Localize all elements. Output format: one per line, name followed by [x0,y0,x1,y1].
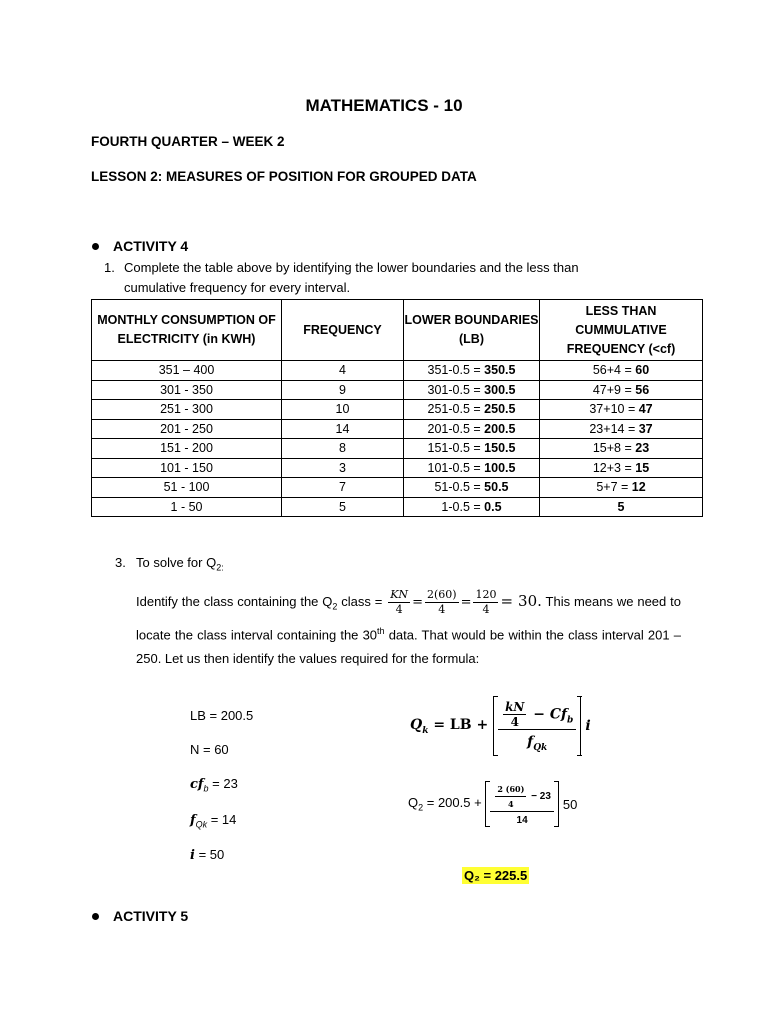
quartile-formula [410,696,591,756]
cf-expression: 5+7 = [596,480,632,495]
cf-expression: 12+3 = [592,460,636,475]
item-number: 3. [115,555,126,570]
i-value: = 50 [194,847,225,862]
lb-value: 300.5 [484,382,516,397]
cell-lower-boundary [404,419,540,439]
frac-num: KN [390,588,409,601]
cf-value: 5 [617,499,625,514]
formula-num-sub: b [567,714,574,725]
lb-expression: 1-0.5 = [441,499,485,514]
cell-interval: 351 – 400 [92,361,282,381]
subst-num-a: 2 (60) [495,782,526,797]
table-row [92,380,703,400]
lb-value: 50.5 [484,480,509,495]
formula-bracket [493,696,581,756]
table-header-row [92,300,703,361]
cf-expression: 56+4 = [592,363,636,378]
cell-lower-boundary [404,361,540,381]
cell-cumulative-frequency [540,400,703,420]
page-title: MATHEMATICS - 10 [305,96,463,115]
cell-frequency: 10 [282,400,404,420]
explanation-paragraph: Identify the class containing the $Q_2$ class = $\frac{KN}{4}$ = $\frac{2(60)}{4}$ = $\frac{120}{4}$ = 30. This means we need to locate the class interval containing the 30th data. That would be within the class interval 201 – 250. Let us then identify the values required for the formula: [136,588,681,666]
fraction-120-4 [473,588,498,617]
cell-interval: 1 - 50 [92,497,282,517]
cell-lower-boundary [404,400,540,420]
cell-interval: 201 - 250 [92,419,282,439]
cell-frequency: 4 [282,361,404,381]
cf-value: 37 [638,421,653,436]
fqk-sub: Qk [195,819,208,830]
header-consumption: MONTHLY CONSUMPTION OF ELECTRICITY (in KWH) [92,300,282,361]
table-row [92,497,703,517]
table-row [92,478,703,498]
cf-expression: 23+14 = [589,421,639,436]
lb-expression: 351-0.5 = [427,363,485,378]
frac-num: 2(60) [426,588,457,601]
activity-4-item-1 [104,258,624,298]
table-row [92,400,703,420]
fraction-2-60-4 [425,588,459,617]
subst-eq: = 200.5 + [423,795,486,811]
para-lead: Identify the class containing the Q [136,593,333,609]
cell-lower-boundary [404,478,540,498]
cell-frequency: 8 [282,439,404,459]
cf-expression: 37+10 = [589,402,639,417]
lb-value: 150.5 [484,441,516,456]
table-row [92,458,703,478]
fqk-value: = 14 [207,812,237,827]
lb-expression: 151-0.5 = [427,441,485,456]
q2-result-text: Q₂ = 225.5 [464,868,528,883]
cell-lower-boundary [404,439,540,459]
cell-cumulative-frequency [540,439,703,459]
para-sup: th [377,625,385,636]
var-n: N = 60 [190,742,229,757]
header-lower-boundaries: LOWER BOUNDARIES (LB) [404,300,540,361]
cf-value: 23 [635,441,650,456]
cell-cumulative-frequency [540,458,703,478]
cell-frequency: 3 [282,458,404,478]
activity-5-label: ACTIVITY 5 [113,908,189,924]
lb-value: 250.5 [484,402,516,417]
cf-value: 47 [638,402,653,417]
quarter-heading: FOURTH QUARTER – WEEK 2 [91,134,285,149]
cell-cumulative-frequency [540,478,703,498]
cell-cumulative-frequency [540,419,703,439]
substituted-formula [408,781,577,827]
bullet-icon [92,913,99,920]
cell-interval: 301 - 350 [92,380,282,400]
para-lead2: class = [337,593,387,609]
cell-lower-boundary [404,497,540,517]
item-3-text: To solve for Q [136,555,217,570]
formula-num-b: 4 [510,714,519,729]
subst-num-minus: − 23 [528,791,551,803]
frac-den: 4 [395,603,403,616]
para-lead-sub: 2 [332,601,338,612]
bullet-icon [92,243,99,250]
lb-value: 0.5 [484,499,502,514]
cf-value: 15 [635,460,650,475]
lb-value: 200.5 [484,421,516,436]
i-symbol: i [190,848,195,863]
lb-expression: 251-0.5 = [427,402,485,417]
lb-expression: 201-0.5 = [427,421,485,436]
cell-interval: 151 - 200 [92,439,282,459]
lb-expression: 101-0.5 = [427,460,485,475]
formula-eq: = LB + [428,716,494,733]
para-tail2: data. That would be within the class interval 201 – 250. Let us then identify the values required for the formula: [136,626,681,666]
item-text: Complete the table above by identifying the lower boundaries and the less than cumulative frequency for every interval. [124,260,579,295]
lb-value: 100.5 [484,460,516,475]
cf-value: 60 [635,363,650,378]
header-cumulative-frequency: LESS THAN CUMMULATIVE FREQUENCY (<cf) [540,300,703,361]
formula-mult: i [585,718,591,734]
var-fqk [190,812,236,830]
table-row [92,439,703,459]
cell-interval: 251 - 300 [92,400,282,420]
formula-den: f [527,733,534,750]
cell-cumulative-frequency [540,380,703,400]
cell-frequency: 9 [282,380,404,400]
item-3-sub: 2: [216,562,224,573]
formula-lhs: Q [410,716,423,733]
var-cfb [190,776,238,794]
formula-den-sub: Qk [533,742,548,753]
var-lb: LB = 200.5 [190,708,254,723]
subst-bracket [485,781,559,827]
cell-interval: 101 - 150 [92,458,282,478]
formula-num-a: kN [505,699,525,714]
cell-lower-boundary [404,380,540,400]
formula-lhs-sub: k [422,725,429,736]
cell-frequency: 14 [282,419,404,439]
cfb-value: = 23 [208,776,238,791]
frac-den: 4 [482,603,490,616]
lb-expression: 51-0.5 = [434,480,485,495]
frac-den: 4 [438,603,446,616]
cell-interval: 51 - 100 [92,478,282,498]
activity-4-label: ACTIVITY 4 [113,238,189,254]
cf-value: 56 [635,382,650,397]
subst-lhs: Q [408,795,419,811]
lb-expression: 301-0.5 = [427,382,485,397]
lb-value: 350.5 [484,363,516,378]
activity-5-heading [92,908,188,924]
subst-lhs-sub: 2 [418,802,424,813]
cf-value: 12 [631,480,646,495]
q2-result [462,868,529,883]
para-tail: This means we need to locate the class interval containing the 30 [136,593,681,642]
header-frequency: FREQUENCY [282,300,404,361]
cell-frequency: 7 [282,478,404,498]
formula-num-minus: − Cf [528,706,568,723]
table-row [92,361,703,381]
fraction-kn-4 [388,588,410,617]
cell-frequency: 5 [282,497,404,517]
item-number: 1. [104,260,115,275]
frequency-table [91,299,703,517]
cf-expression: 15+8 = [592,441,636,456]
cell-lower-boundary [404,458,540,478]
subst-den: 14 [516,815,528,826]
para-result: = 30. [500,591,542,610]
activity-4-heading [92,238,188,254]
subst-num-b: 4 [508,799,514,809]
subst-mult: 50 [562,796,578,812]
cell-cumulative-frequency [540,361,703,381]
lesson-heading: LESSON 2: MEASURES OF POSITION FOR GROUPED DATA [91,169,477,184]
frac-num: 120 [475,588,497,601]
item-3 [115,553,635,578]
cell-cumulative-frequency [540,497,703,517]
var-i [190,847,224,863]
cfb-sub: b [203,783,209,794]
fqk-symbol: f [190,813,196,828]
cf-expression: 47+9 = [592,382,636,397]
table-row [92,419,703,439]
cfb-symbol: cf [190,777,204,792]
